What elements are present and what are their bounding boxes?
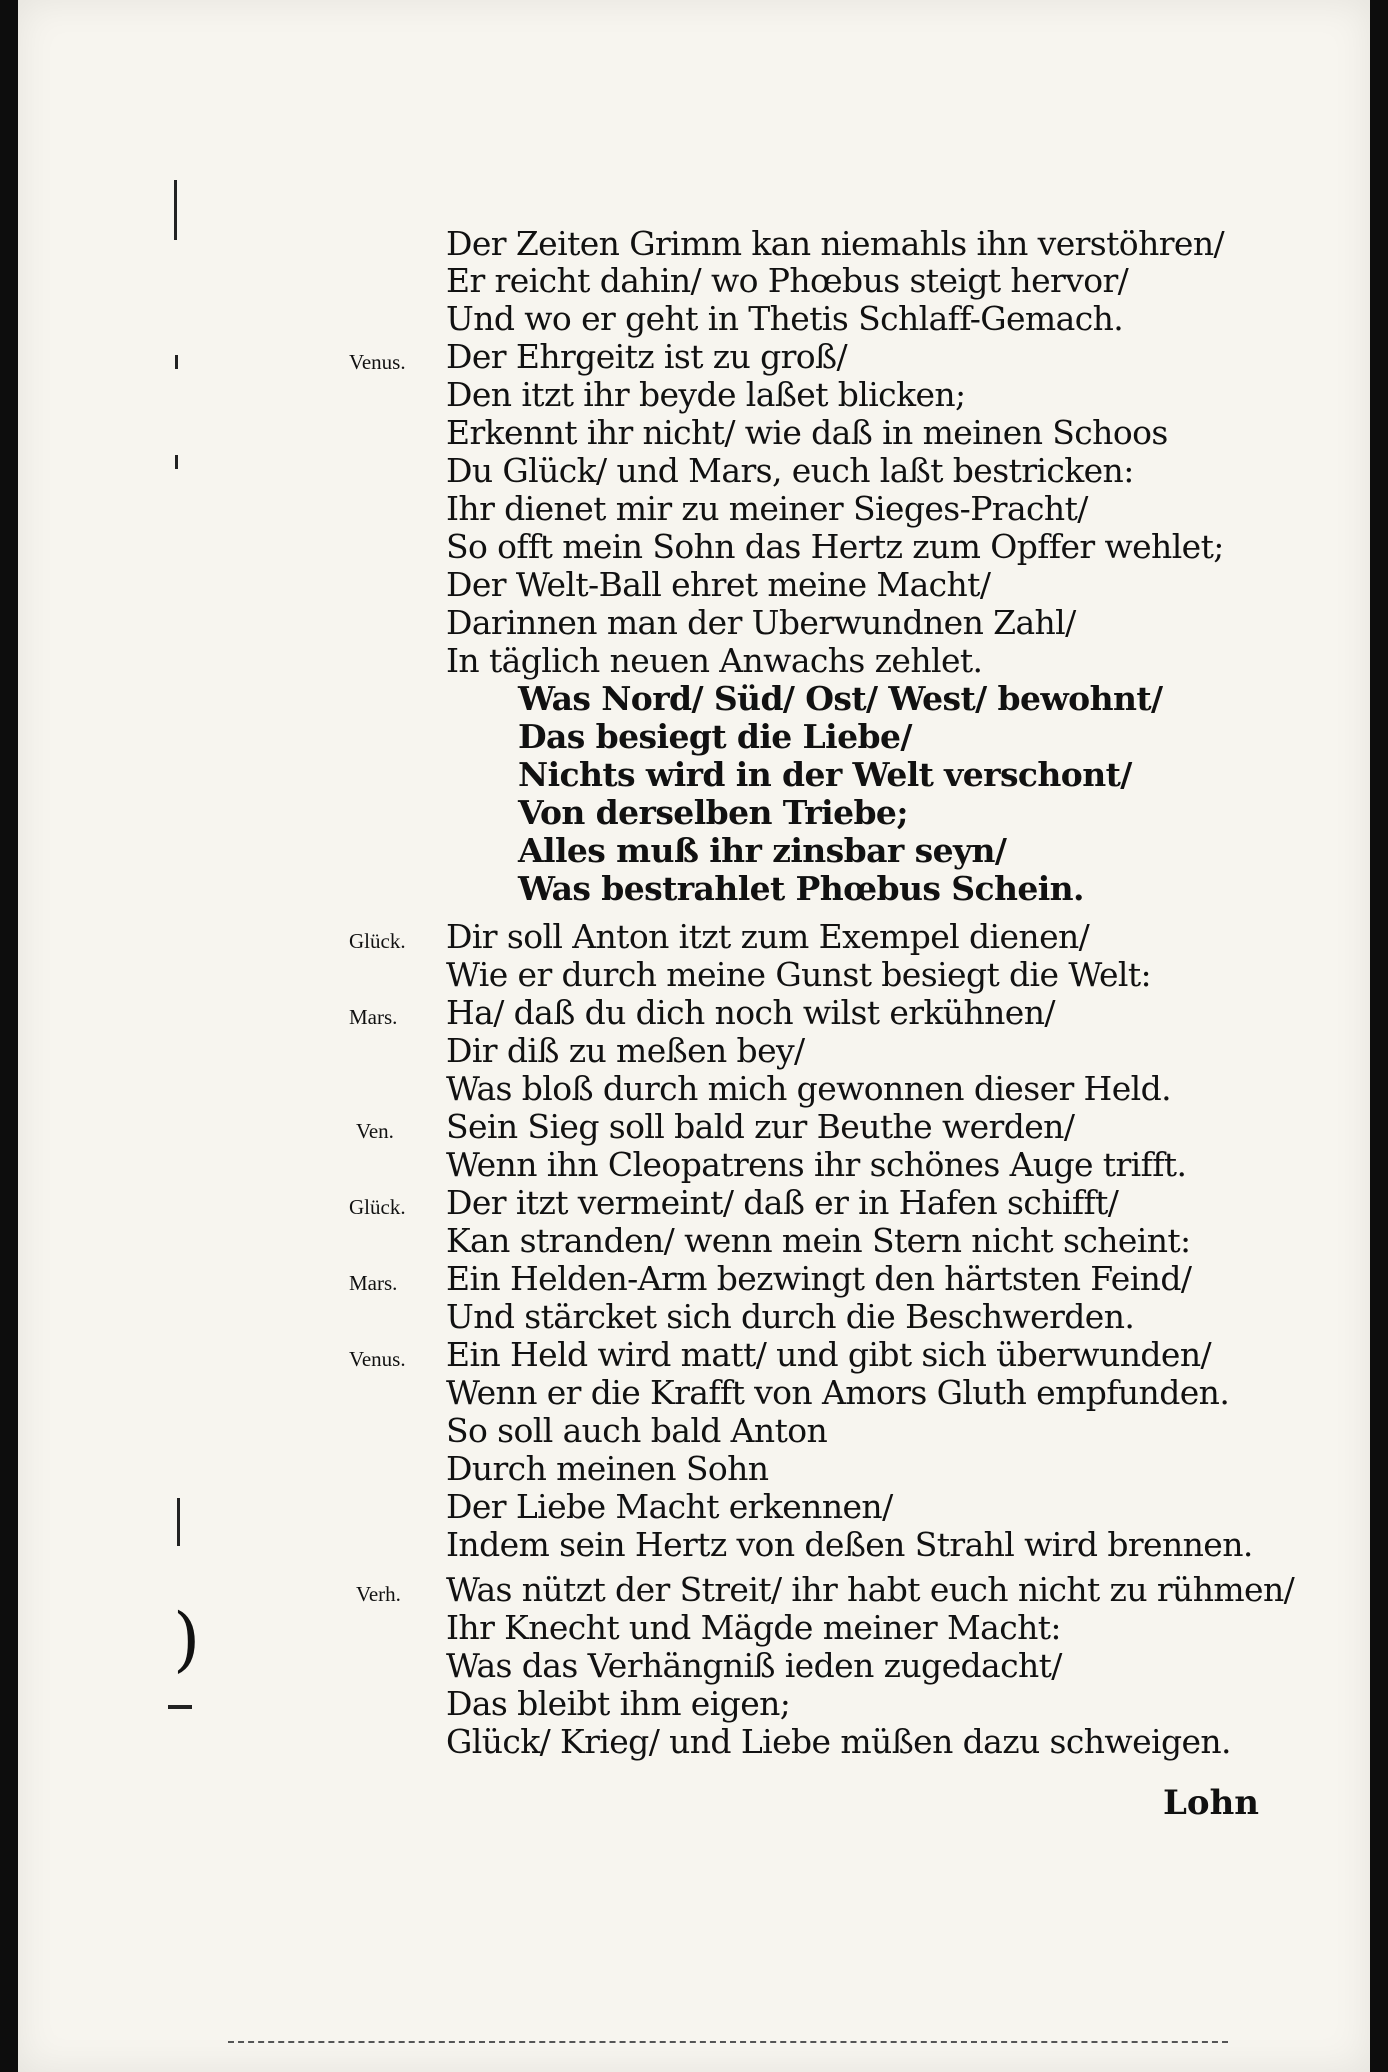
verse-line: Wenn ihn Cleopatrens ihr schönes Auge trifft. [446, 1145, 1187, 1184]
bottom-edge-dashes [228, 2041, 1228, 2043]
book-page [18, 0, 1370, 2072]
verse-line: So soll auch bald Anton [446, 1411, 828, 1450]
margin-mark [177, 1498, 180, 1546]
speaker-gluck: Glück. [349, 1195, 406, 1219]
verse-line: Indem sein Hertz von deßen Strahl wird brennen. [446, 1525, 1253, 1564]
verse-line: Was bloß durch mich gewonnen dieser Held. [446, 1069, 1172, 1108]
verse-line: Ein Held wird matt/ und gibt sich überwunden/ [446, 1335, 1212, 1374]
margin-mark [168, 1705, 192, 1709]
verse-line: Glück/ Krieg/ und Liebe müßen dazu schweigen. [446, 1722, 1231, 1761]
catchword: Lohn [1163, 1783, 1260, 1823]
scan-border-left [0, 0, 18, 2072]
margin-bracket: ) [173, 1598, 201, 1680]
verse-line: Der itzt vermeint/ daß er in Hafen schifft/ [446, 1183, 1119, 1222]
verse-line: Ha/ daß du dich noch wilst erkühnen/ [446, 993, 1055, 1032]
verse-line: Du Glück/ und Mars, euch laßt bestricken: [446, 451, 1134, 490]
verse-line: Ein Helden-Arm bezwingt den härtsten Feind/ [446, 1259, 1192, 1298]
speaker-gluck: Glück. [349, 929, 406, 953]
margin-mark [175, 355, 178, 369]
song-line: Das besiegt die Liebe/ [518, 717, 912, 756]
margin-mark [175, 455, 178, 469]
verse-line: Dir soll Anton itzt zum Exempel dienen/ [446, 917, 1090, 956]
verse-line: Und wo er geht in Thetis Schlaff-Gemach. [446, 299, 1124, 338]
verse-line: Der Zeiten Grimm kan niemahls ihn verstöhren/ [446, 224, 1225, 263]
speaker-venus: Venus. [349, 350, 406, 374]
verse-line: So offt mein Sohn das Hertz zum Opffer wehlet; [446, 527, 1224, 566]
verse-line: Den itzt ihr beyde laßet blicken; [446, 375, 966, 414]
verse-line: Ihr Knecht und Mägde meiner Macht: [446, 1608, 1061, 1647]
verse-line: Er reicht dahin/ wo Phœbus steigt hervor/ [446, 261, 1129, 300]
verse-line: Durch meinen Sohn [446, 1449, 769, 1488]
song-line: Alles muß ihr zinsbar seyn/ [518, 831, 1007, 870]
speaker-mars: Mars. [349, 1005, 398, 1029]
speaker-ven: Ven. [356, 1119, 394, 1143]
verse-line: In täglich neuen Anwachs zehlet. [446, 641, 983, 680]
verse-line: Der Welt-Ball ehret meine Macht/ [446, 565, 991, 604]
speaker-venus: Venus. [349, 1347, 406, 1371]
song-line: Was bestrahlet Phœbus Schein. [518, 869, 1084, 908]
verse-line: Erkennt ihr nicht/ wie daß in meinen Schoos [446, 413, 1168, 452]
margin-mark [174, 180, 177, 240]
verse-line: Dir diß zu meßen bey/ [446, 1031, 805, 1070]
song-line: Nichts wird in der Welt verschont/ [518, 755, 1132, 794]
speaker-verh: Verh. [356, 1582, 401, 1606]
verse-line: Ihr dienet mir zu meiner Sieges-Pracht/ [446, 489, 1088, 528]
verse-line: Kan stranden/ wenn mein Stern nicht scheint: [446, 1221, 1191, 1260]
verse-line: Was das Verhängniß ieden zugedacht/ [446, 1646, 1062, 1685]
scan-border-right [1370, 0, 1388, 2072]
verse-line: Wie er durch meine Gunst besiegt die Welt: [446, 955, 1152, 994]
verse-line: Und stärcket sich durch die Beschwerden. [446, 1297, 1135, 1336]
song-line: Von derselben Triebe; [518, 793, 908, 832]
verse-line: Wenn er die Krafft von Amors Gluth empfunden. [446, 1373, 1230, 1412]
song-line: Was Nord/ Süd/ Ost/ West/ bewohnt/ [518, 679, 1163, 718]
verse-line: Das bleibt ihm eigen; [446, 1684, 791, 1723]
verse-line: Der Liebe Macht erkennen/ [446, 1487, 893, 1526]
verse-line: Der Ehrgeitz ist zu groß/ [446, 337, 848, 376]
speaker-mars: Mars. [349, 1271, 398, 1295]
verse-line: Was nützt der Streit/ ihr habt euch nicht zu rühmen/ [446, 1570, 1295, 1609]
verse-line: Darinnen man der Uberwundnen Zahl/ [446, 603, 1076, 642]
verse-line: Sein Sieg soll bald zur Beuthe werden/ [446, 1107, 1075, 1146]
